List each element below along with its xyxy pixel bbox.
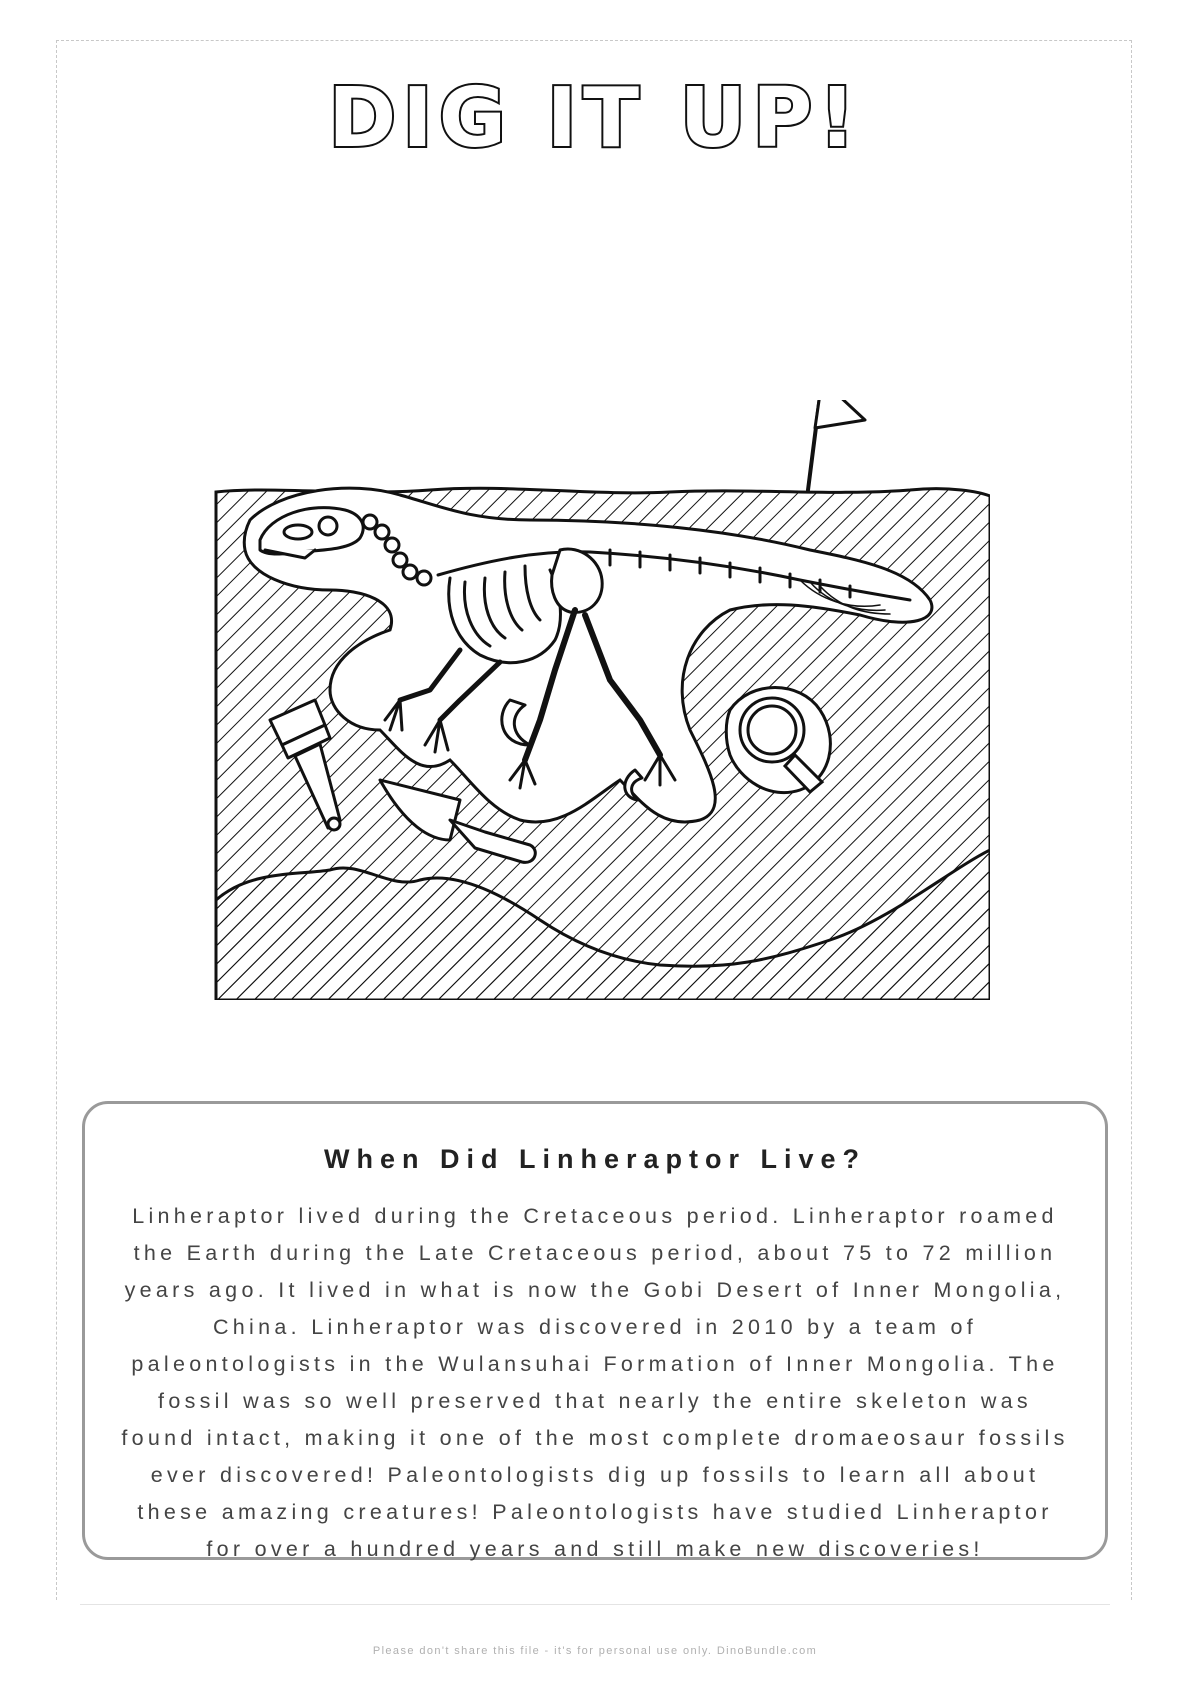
info-box bbox=[82, 1101, 1108, 1560]
info-heading: When Did Linheraptor Live? bbox=[323, 1144, 866, 1174]
page-title: DIG IT UP! bbox=[328, 71, 862, 166]
flag-icon bbox=[808, 400, 865, 490]
footer-notice: Please don't share this file - it's for personal use only. DinoBundle.com bbox=[372, 1645, 818, 1657]
footer-divider bbox=[80, 1604, 1110, 1605]
fossil-dig-illustration bbox=[210, 400, 990, 1000]
info-body: Linheraptor lived during the Cretaceous period. Linheraptor roamed the Earth during the Late Cretaceous period, about 75 to 72 million years ago. It lived in what is now the Gobi Desert of Inner Mongolia, China. Linheraptor was discovered in 2010 by a team of paleontologists in the Wulansuhai Formation of Inner Mongolia. The fossil was so well preserved that nearly the entire skeleton was found intact, making it one of the most complete dromaeosaur fossils ever discovered! Paleontologists dig up fossils to learn all about these amazing creatures! Paleontologists have studied Linheraptor for over a hundred years and still make new discoveries! bbox=[121, 1204, 1069, 1561]
